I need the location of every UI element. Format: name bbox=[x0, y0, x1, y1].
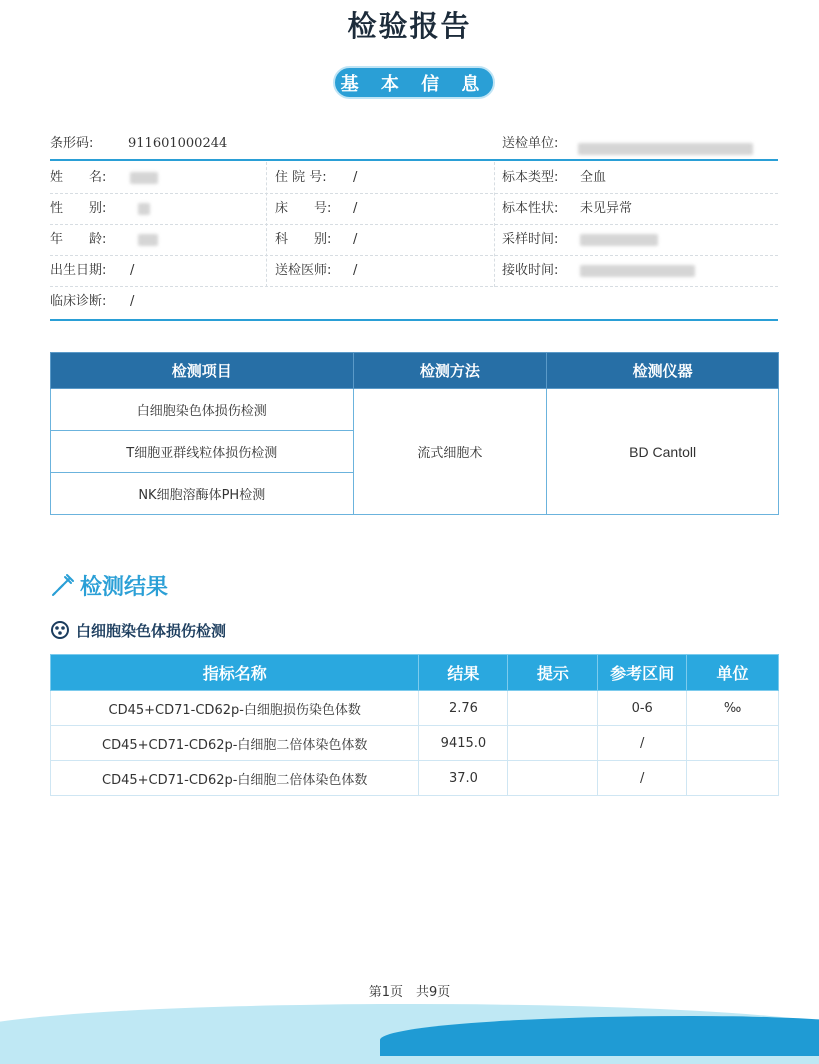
range-value: / bbox=[598, 761, 687, 796]
header-unit: 单位 bbox=[687, 655, 779, 691]
dept-value: / bbox=[353, 232, 358, 247]
send-unit-label: 送检单位: bbox=[502, 136, 559, 151]
sample-type-label: 标本类型: bbox=[502, 170, 559, 185]
header-indicator: 指标名称 bbox=[51, 655, 419, 691]
sample-trait-value: 未见异常 bbox=[580, 201, 633, 216]
test-method: 流式细胞术 bbox=[353, 389, 547, 515]
test-instrument: BD Cantoll bbox=[547, 389, 779, 515]
header-method: 检测方法 bbox=[353, 353, 547, 389]
admission-label: 住 院 号: bbox=[275, 170, 327, 185]
bed-label: 床 号: bbox=[275, 201, 332, 216]
header-result: 结果 bbox=[419, 655, 508, 691]
info-row-1 bbox=[50, 162, 778, 194]
cell-icon bbox=[50, 620, 70, 640]
doctor-label: 送检医师: bbox=[275, 263, 332, 278]
collect-time-value-redacted bbox=[580, 224, 658, 255]
subsection-title-text: 白细胞染色体损伤检测 bbox=[76, 622, 227, 640]
indicator-name: CD45+CD71-CD62p-白细胞二倍体染色体数 bbox=[51, 761, 419, 796]
results-table-header bbox=[51, 655, 779, 691]
barcode-label: 条形码: bbox=[50, 136, 94, 151]
sample-type-value: 全血 bbox=[580, 170, 607, 185]
hint-value bbox=[508, 761, 598, 796]
age-label: 年 龄: bbox=[50, 232, 107, 247]
barcode-value: 911601000244 bbox=[128, 136, 228, 151]
header-item: 检测项目 bbox=[51, 353, 354, 389]
doctor-value: / bbox=[353, 263, 358, 278]
diagnosis-value: / bbox=[130, 294, 135, 309]
range-value: / bbox=[598, 726, 687, 761]
receive-time-value-redacted bbox=[580, 255, 695, 286]
table-row bbox=[51, 691, 779, 726]
results-subsection-title bbox=[50, 620, 226, 641]
age-value-redacted bbox=[138, 224, 158, 255]
birth-value: / bbox=[130, 263, 135, 278]
report-title: 检验报告 bbox=[347, 9, 472, 43]
name-label: 姓 名: bbox=[50, 170, 107, 185]
unit-value bbox=[687, 726, 779, 761]
diagnosis-label: 临床诊断: bbox=[50, 294, 107, 309]
results-section-title bbox=[50, 570, 168, 601]
results-table bbox=[50, 654, 779, 796]
grid-divider-2 bbox=[494, 162, 495, 287]
divider-bottom bbox=[50, 319, 778, 321]
gender-label: 性 别: bbox=[50, 201, 107, 216]
result-value: 9415.0 bbox=[419, 726, 508, 761]
table-row bbox=[51, 389, 779, 431]
header-range: 参考区间 bbox=[598, 655, 687, 691]
info-row-3 bbox=[50, 224, 778, 256]
receive-time-label: 接收时间: bbox=[502, 263, 559, 278]
grid-divider-1 bbox=[266, 162, 267, 287]
indicator-name: CD45+CD71-CD62p-白细胞二倍体染色体数 bbox=[51, 726, 419, 761]
result-value: 37.0 bbox=[419, 761, 508, 796]
admission-value: / bbox=[353, 170, 358, 185]
hint-value bbox=[508, 726, 598, 761]
dropper-icon bbox=[50, 572, 76, 598]
barcode-row bbox=[50, 133, 778, 155]
results-title-text: 检测结果 bbox=[80, 575, 169, 600]
test-item: NK细胞溶酶体PH检测 bbox=[51, 473, 354, 515]
page-number: 第1页 共9页 bbox=[368, 985, 451, 1000]
header-hint: 提示 bbox=[508, 655, 598, 691]
basic-info-pill: 基 本 信 息 bbox=[333, 66, 495, 99]
birth-label: 出生日期: bbox=[50, 263, 107, 278]
test-item: 白细胞染色体损伤检测 bbox=[51, 389, 354, 431]
divider-top bbox=[50, 159, 778, 161]
table-row bbox=[51, 726, 779, 761]
unit-value bbox=[687, 761, 779, 796]
header-instrument: 检测仪器 bbox=[547, 353, 779, 389]
gender-value-redacted bbox=[138, 193, 150, 224]
unit-value: ‰ bbox=[687, 691, 779, 726]
info-row-5 bbox=[50, 286, 778, 317]
method-table-header bbox=[51, 353, 779, 389]
indicator-name: CD45+CD71-CD62p-白细胞损伤染色体数 bbox=[51, 691, 419, 726]
info-row-4 bbox=[50, 255, 778, 287]
hint-value bbox=[508, 691, 598, 726]
bed-value: / bbox=[353, 201, 358, 216]
test-item: T细胞亚群线粒体损伤检测 bbox=[51, 431, 354, 473]
range-value: 0-6 bbox=[598, 691, 687, 726]
sample-trait-label: 标本性状: bbox=[502, 201, 559, 216]
dept-label: 科 别: bbox=[275, 232, 332, 247]
name-value-redacted bbox=[130, 162, 158, 193]
send-unit-value-redacted bbox=[578, 138, 753, 160]
method-table bbox=[50, 352, 779, 515]
info-row-2 bbox=[50, 193, 778, 225]
table-row bbox=[51, 761, 779, 796]
result-value: 2.76 bbox=[419, 691, 508, 726]
collect-time-label: 采样时间: bbox=[502, 232, 559, 247]
